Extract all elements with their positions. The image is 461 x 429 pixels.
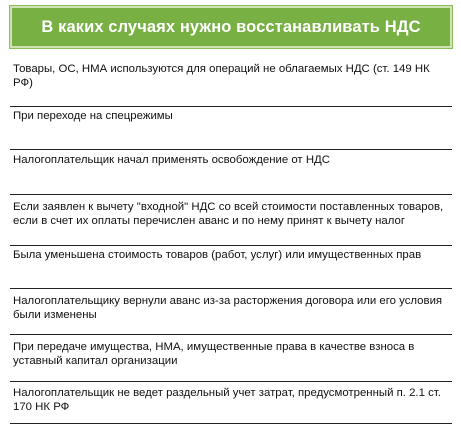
list-item: Товары, ОС, НМА используются для операций не облагаемых НДС (ст. 149 НК РФ)	[10, 62, 452, 107]
list-item: Налогоплательщик начал применять освобождение от НДС	[10, 153, 452, 195]
list-item: Налогоплательщик не ведет раздельный учет затрат, предусмотренный п. 2.1 ст. 170 НК РФ	[10, 386, 452, 424]
list-item: При передаче имущества, НМА, имущественные права в качестве взноса в уставный капитал организации	[10, 340, 452, 382]
list-item: Налогоплательщику вернули аванс из-за расторжения договора или его условия были изменены	[10, 294, 452, 335]
page-title: В каких случаях нужно восстанавливать НДС	[10, 6, 452, 48]
list-item: Если заявлен к вычету "входной" НДС со всей стоимости поставленных товаров, если в счет их оплаты перечислен аванс и по нему принят к вычету налог	[10, 200, 452, 246]
list-item: Была уменьшена стоимость товаров (работ, услуг) или имущественных прав	[10, 248, 452, 289]
list-item: При переходе на спецрежимы	[10, 109, 452, 150]
